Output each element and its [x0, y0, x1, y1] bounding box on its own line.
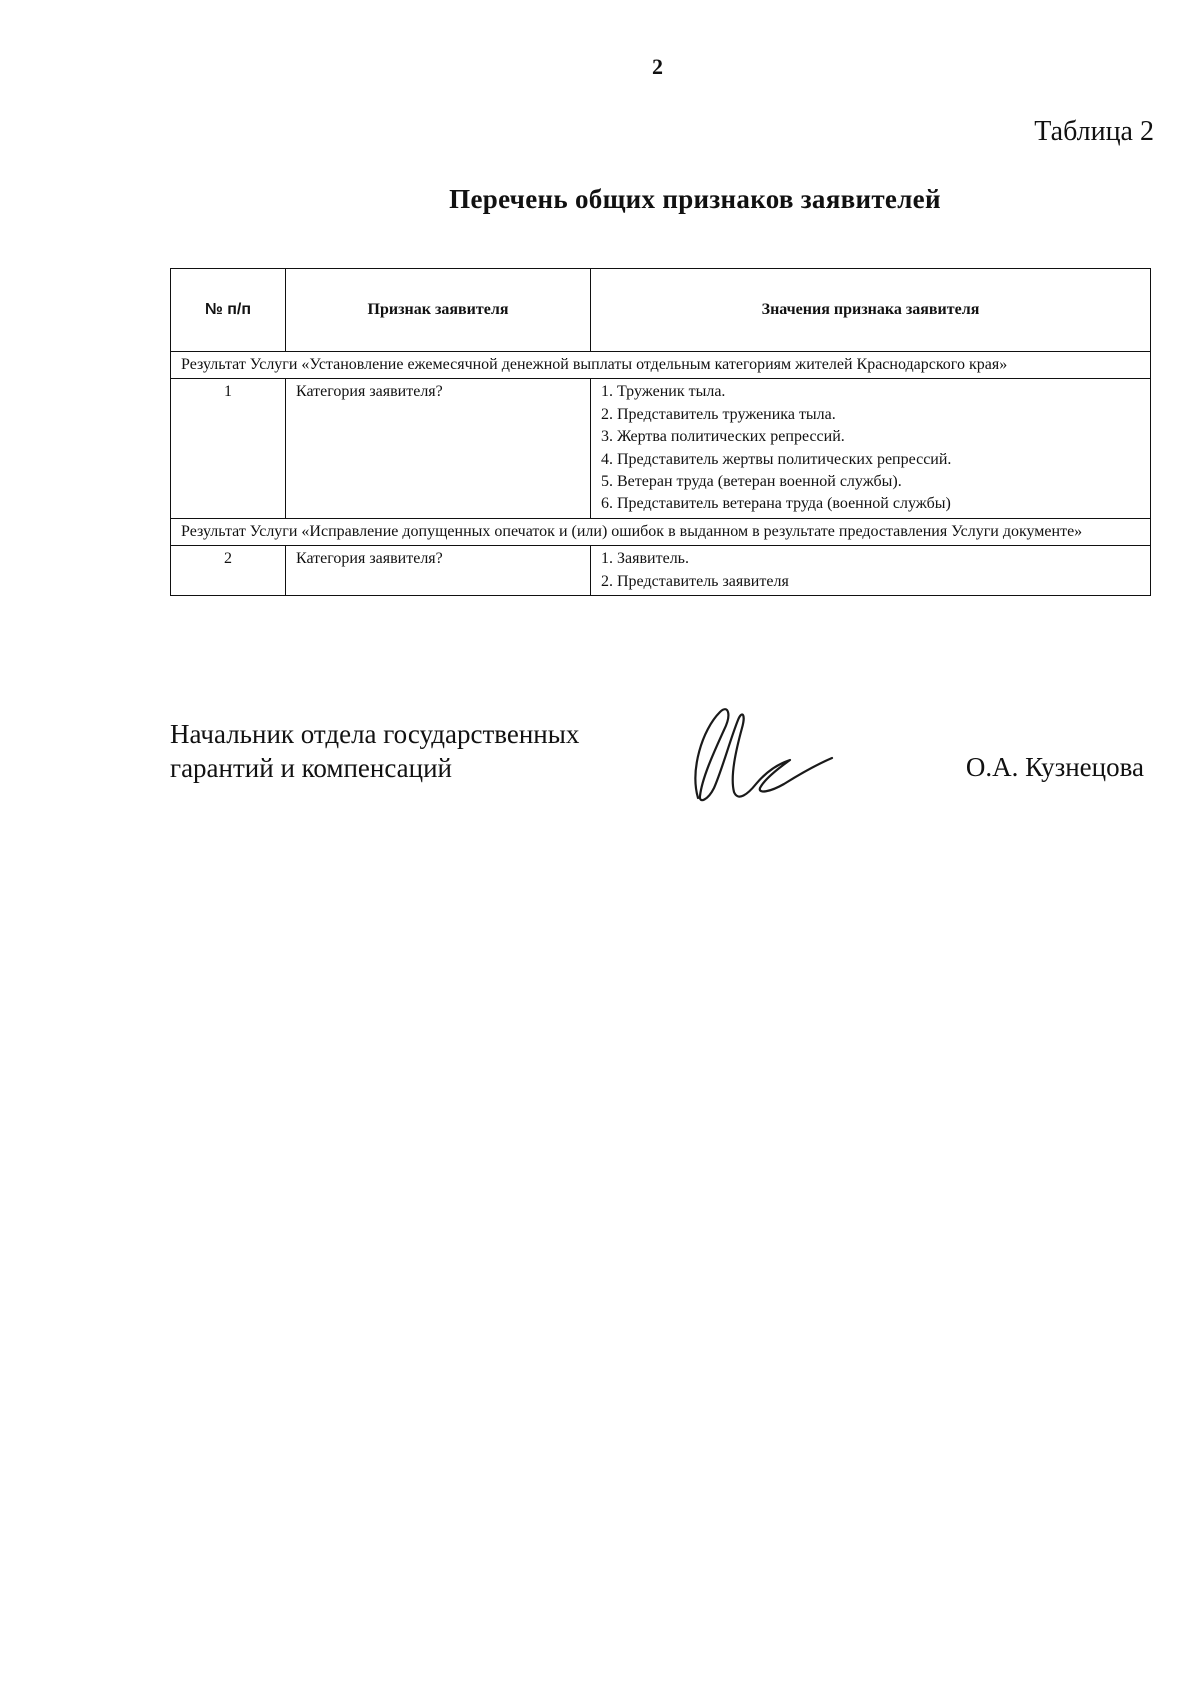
row-values — [591, 379, 1151, 518]
signatory-name: О.А. Кузнецова — [965, 752, 1144, 782]
row-criterion: Категория заявителя? — [286, 379, 591, 518]
row-number: 1 — [171, 379, 286, 518]
value-item: 3. Жертва политических репрессий. — [601, 428, 845, 446]
criteria-table — [170, 268, 1151, 596]
signatory-position-line1: Начальник отдела государственных — [170, 719, 580, 749]
value-item: 2. Представитель труженика тыла. — [601, 405, 836, 423]
table-row — [171, 379, 1151, 518]
header-criterion: Признак заявителя — [286, 269, 591, 352]
header-values: Значения признака заявителя — [591, 269, 1151, 352]
row-criterion: Категория заявителя? — [286, 546, 591, 596]
page-number: 2 — [652, 54, 663, 79]
value-item: 6. Представитель ветерана труда (военной службы) — [601, 495, 951, 513]
section-row — [171, 518, 1151, 545]
row-values — [591, 546, 1151, 596]
signatory-position-line2: гарантий и компенсаций — [170, 752, 452, 783]
document-title: Перечень общих признаков заявителей — [449, 184, 941, 214]
value-item: 1. Заявитель. — [601, 550, 689, 568]
value-item: 2. Представитель заявителя — [601, 572, 789, 590]
row-number: 2 — [171, 546, 286, 596]
header-number: № п/п — [171, 269, 286, 352]
table-header-row — [171, 269, 1151, 352]
table-label: Таблица 2 — [1034, 116, 1154, 147]
values-list — [601, 381, 1140, 515]
table-row — [171, 546, 1151, 596]
signatory-position — [170, 718, 579, 786]
value-item: 5. Ветеран труда (ветеран военной службы). — [601, 472, 902, 490]
section-result-text: Результат Услуги «Исправление допущенных опечаток и (или) ошибок в выданном в результате предоставления Услуги документе» — [171, 518, 1151, 545]
value-item: 4. Представитель жертвы политических репрессий. — [601, 450, 952, 468]
value-item: 1. Труженик тыла. — [601, 383, 726, 401]
section-row — [171, 352, 1151, 379]
handwritten-signature — [680, 700, 835, 810]
section-result-text: Результат Услуги «Установление ежемесячной денежной выплаты отдельным категориям жителей Краснодарского края» — [171, 352, 1151, 379]
values-list — [601, 548, 1140, 593]
